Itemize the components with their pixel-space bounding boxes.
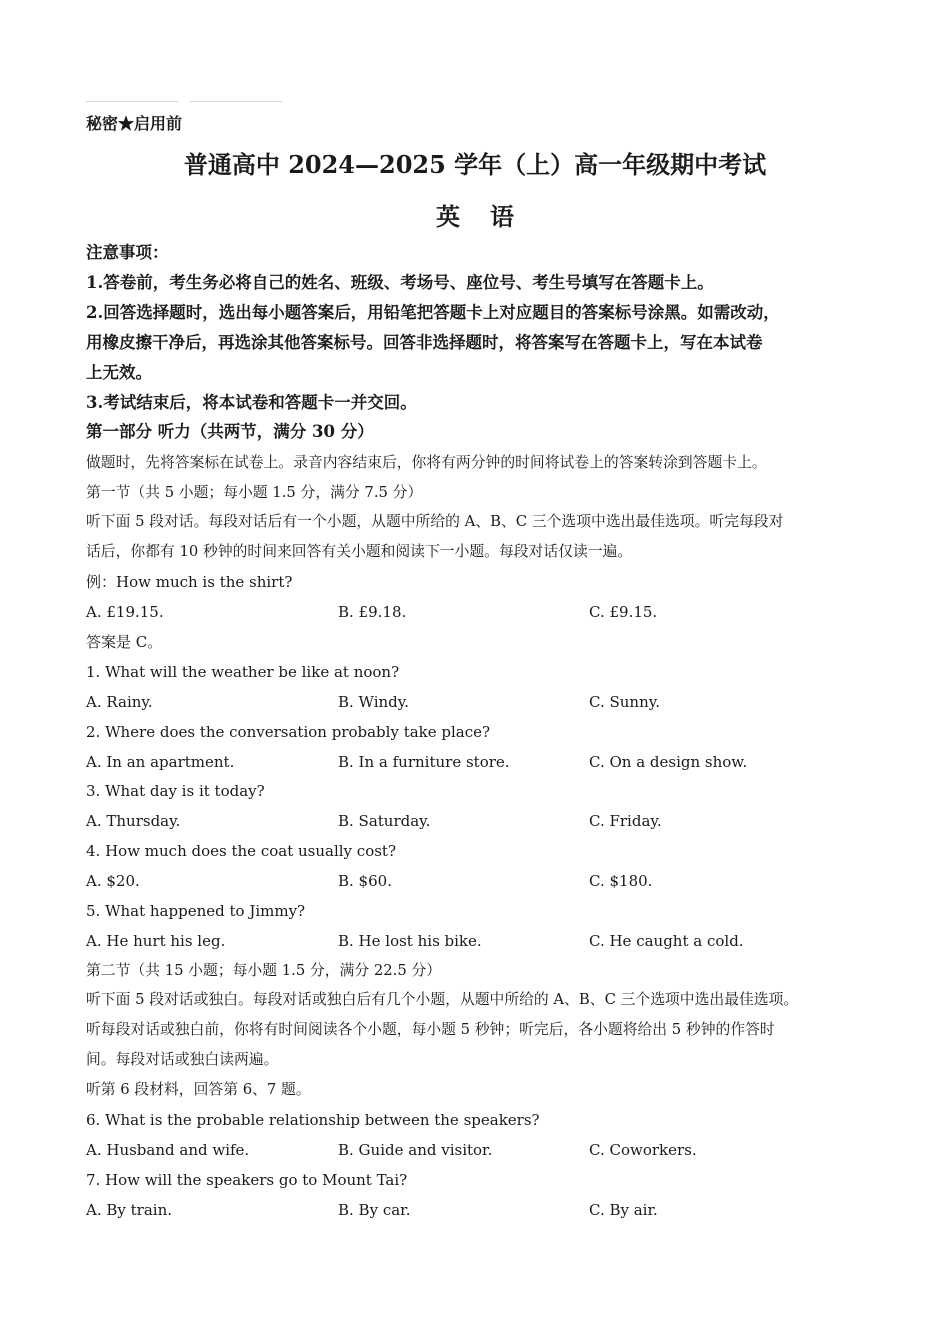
example-option-b: B. £9.18. — [338, 603, 407, 621]
option-a: A. Thursday. — [86, 812, 181, 830]
question-text: 7. How will the speakers go to Mount Tai? — [86, 1171, 408, 1189]
question-text: 4. How much does the coat usually cost? — [86, 842, 396, 860]
notice-item-2-line-2: 用橡皮擦干净后，再选涂其他答案标号。回答非选择题时，将答案写在答题卡上，写在本试卷 — [86, 333, 763, 352]
option-c: C. $180. — [589, 872, 653, 890]
example-answer: 答案是 C。 — [86, 633, 163, 651]
question-text: 5. What happened to Jimmy? — [86, 902, 306, 920]
option-b: B. Windy. — [338, 693, 410, 711]
question-text: 1. What will the weather be like at noon? — [86, 663, 400, 681]
option-c: C. By air. — [589, 1201, 658, 1219]
section1-instruction-line-2: 话后，你都有 10 秒钟的时间来回答有关小题和阅读下一小题。每段对话仅读一遍。 — [86, 543, 633, 560]
notice-item-2-line-3: 上无效。 — [86, 363, 152, 382]
option-a: A. He hurt his leg. — [86, 932, 226, 950]
option-a: A. By train. — [86, 1201, 173, 1219]
section1-instruction-line-1: 听下面 5 段对话。每段对话后有一个小题，从题中所给的 A、B、C 三个选项中选出最佳选项。听完每段对 — [86, 513, 784, 530]
part1-heading: 第一部分 听力（共两节，满分 30 分） — [86, 422, 374, 441]
option-c: C. Sunny. — [589, 693, 660, 711]
section2-instruction-line-2: 听每段对话或独白前，你将有时间阅读各个小题，每小题 5 秒钟；听完后，各小题将给出 5 秒钟的作答时 — [86, 1021, 775, 1038]
section2-instruction-line-1: 听下面 5 段对话或独白。每段对话或独白后有几个小题，从题中所给的 A、B、C 三个选项中选出最佳选项。 — [86, 991, 799, 1008]
option-b: B. By car. — [338, 1201, 411, 1219]
part1-intro: 做题时，先将答案标在试卷上。录音内容结束后，你将有两分钟的时间将试卷上的答案转涂到答题卡上。 — [86, 454, 767, 471]
notice-item-3: 3.考试结束后，将本试卷和答题卡一并交回。 — [86, 393, 417, 412]
option-a: A. $20. — [86, 872, 140, 890]
option-b: B. Saturday. — [338, 812, 431, 830]
material-6-label: 听第 6 段材料，回答第 6、7 题。 — [86, 1081, 311, 1098]
option-a: A. Rainy. — [86, 693, 153, 711]
option-b: B. In a furniture store. — [338, 753, 510, 771]
subject-title: 英语 — [436, 202, 544, 231]
option-c: C. Friday. — [589, 812, 662, 830]
notice-item-1: 1.答卷前，考生务必将自己的姓名、班级、考场号、座位号、考生号填写在答题卡上。 — [86, 273, 714, 292]
section1-heading: 第一节（共 5 小题；每小题 1.5 分，满分 7.5 分） — [86, 484, 423, 501]
confidential-label: 秘密★启用前 — [86, 114, 183, 133]
question-text: 3. What day is it today? — [86, 782, 265, 800]
option-c: C. On a design show. — [589, 753, 748, 771]
option-b: B. $60. — [338, 872, 392, 890]
notice-item-2-line-1: 2.回答选择题时，选出每小题答案后，用铅笔把答题卡上对应题目的答案标号涂黑。如需改动， — [86, 303, 780, 322]
example-question: 例：How much is the shirt? — [86, 573, 293, 591]
question-text: 2. Where does the conversation probably take place? — [86, 723, 491, 741]
option-c: C. Coworkers. — [589, 1141, 697, 1159]
option-b: B. He lost his bike. — [338, 932, 482, 950]
option-c: C. He caught a cold. — [589, 932, 744, 950]
option-b: B. Guide and visitor. — [338, 1141, 493, 1159]
question-text: 6. What is the probable relationship between the speakers? — [86, 1111, 540, 1129]
option-a: A. Husband and wife. — [86, 1141, 250, 1159]
option-a: A. In an apartment. — [86, 753, 235, 771]
notice-heading: 注意事项： — [86, 243, 169, 262]
exam-title: 普通高中 2024—2025 学年（上）高一年级期中考试 — [183, 150, 767, 179]
section2-instruction-line-3: 间。每段对话或独白读两遍。 — [86, 1051, 279, 1068]
example-option-c: C. £9.15. — [589, 603, 658, 621]
section2-heading: 第二节（共 15 小题；每小题 1.5 分，满分 22.5 分） — [86, 962, 442, 979]
example-option-a: A. £19.15. — [86, 603, 164, 621]
